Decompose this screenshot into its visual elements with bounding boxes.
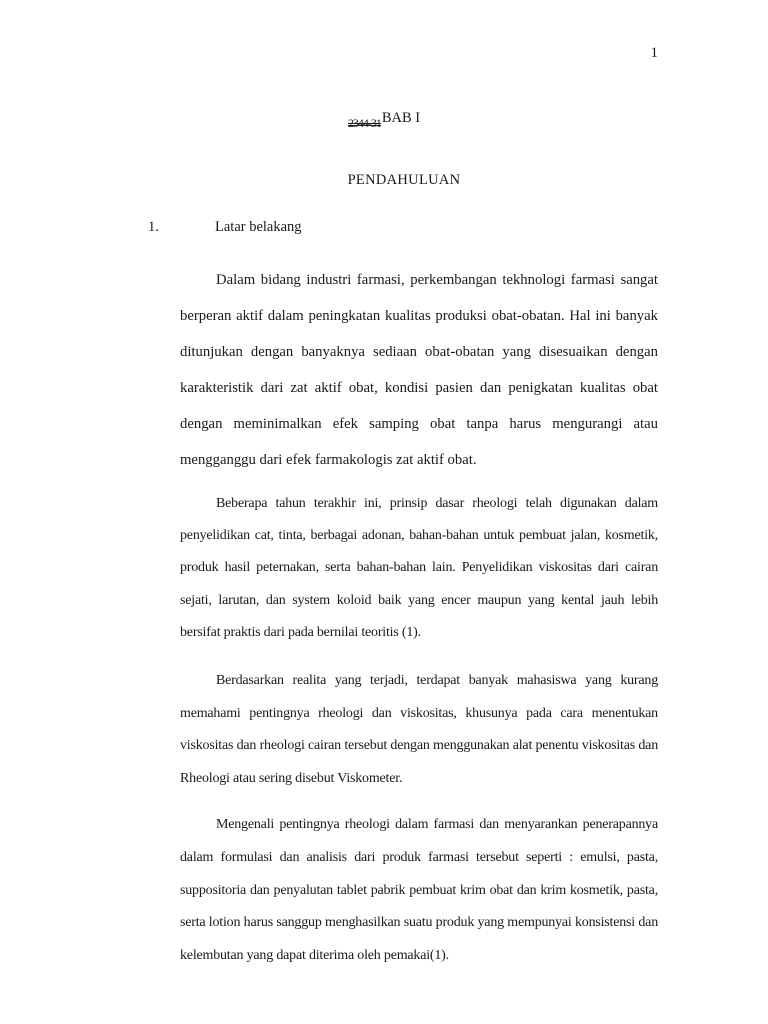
paragraph: Beberapa tahun terakhir ini, prinsip dasar rheologi telah digunakan dalam penyelidikan cat, tinta, berbagai adonan, bahan-bahan untuk pembuat jalan, kosmetik, produk hasil peternakan, serta bahan-bahan lain. Penyelidikan viskositas dari cairan sejati, larutan, dan system koloid baik yang encer maupun yang kental jauh lebih bersifat praktis dari pada bernilai teoritis (1). xyxy=(180,496,658,640)
page-number: 1 xyxy=(650,45,658,61)
chapter-heading xyxy=(0,110,768,131)
chapter-label: BAB I xyxy=(381,110,421,126)
paragraph: Mengenali pentingnya rheologi dalam farmasi dan menyarankan penerapannya dalam formulasi dan analisis dari produk farmasi tersebut seperti : emulsi, pasta, suppositoria dan penyalutan tablet pabrik pembuat krim obat dan krim kosmetik, pasta, serta lotion harus sanggup menghasilkan suatu produk yang mempunyai konsistensi dan kelembutan yang dapat diterima oleh pemakai(1). xyxy=(180,817,658,964)
paragraph: Dalam bidang industri farmasi, perkembangan tekhnologi farmasi sangat berperan aktif dalam peningkatan kualitas produksi obat-obatan. Hal ini banyak ditunjukan dengan banyaknya sediaan obat-obatan yang disesuaikan dengan karakteristik dari zat aktif obat, kondisi pasien dan penigkatan kualitas obat dengan meminimalkan efek samping obat tanpa harus mengurangi atau mengganggu dari efek farmakologis zat aktif obat. xyxy=(180,272,658,468)
section-title: Latar belakang xyxy=(215,219,302,235)
section-number: 1. xyxy=(148,219,159,235)
chapter-revision-marks: 2344-31 xyxy=(347,116,381,130)
section-heading xyxy=(148,219,302,236)
chapter-title: PENDAHULUAN xyxy=(347,172,461,188)
paragraph: Berdasarkan realita yang terjadi, terdapat banyak mahasiswa yang kurang memahami pentingnya rheologi dan viskositas, khusunya pada cara menentukan viskositas dan rheologi cairan tersebut dengan menggunakan alat penentu viskositas dan Rheologi atau sering disebut Viskometer. xyxy=(180,673,658,787)
